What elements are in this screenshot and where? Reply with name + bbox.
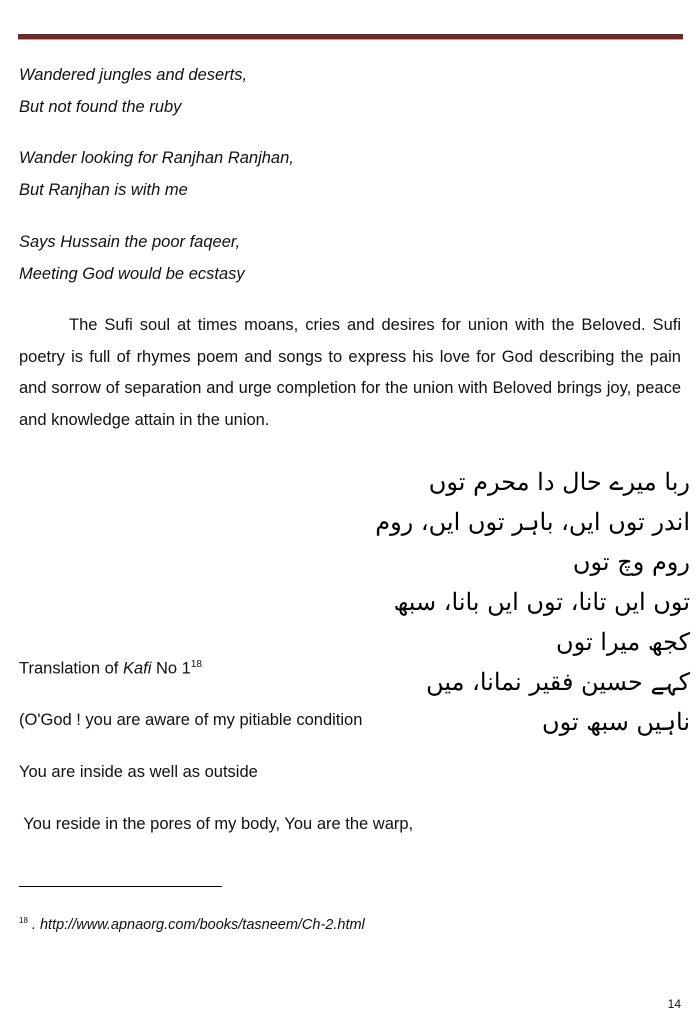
verse-stanza-2: [19, 142, 294, 206]
footnote: [19, 916, 365, 933]
footnote-ref[interactable]: 18: [190, 659, 202, 670]
verse-line: But Ranjhan is with me: [19, 181, 188, 199]
urdu-verse-block: [370, 462, 690, 736]
urdu-line: توں ایں تانا، توں ایں بانا، سبھ کجھ میرا توں: [393, 588, 690, 656]
urdu-line: کہے حسین فقیر نمانا، میں ناہیں سبھ توں: [426, 668, 690, 736]
translation-heading: [19, 659, 202, 679]
footnote-link[interactable]: . http://www.apnaorg.com/books/tasneem/Ch-2.html: [27, 916, 365, 933]
body-paragraph: [19, 310, 681, 436]
header-rule: [18, 34, 683, 40]
verse-stanza-1: [19, 59, 247, 123]
translation-line-3: You reside in the pores of my body, You are the warp,: [19, 815, 414, 833]
footnote-number: 18: [19, 916, 28, 925]
verse-line: But not found the ruby: [19, 98, 182, 116]
verse-line: Wandered jungles and deserts,: [19, 66, 248, 84]
page-number: 14: [667, 997, 681, 1011]
verse-stanza-3: [19, 226, 245, 290]
paragraph-text: The Sufi soul at times moans, cries and desires for union with the Beloved. Sufi poetry is full of rhymes poem and songs to express his love for God describing the pain and sorrow of separation and urge completion for the union with Beloved brings joy, peace and knowledge attain in the union.: [19, 316, 681, 429]
urdu-line: اندر توں ایں، باہر توں ایں، روم روم وچ توں: [375, 508, 690, 576]
heading-prefix: Translation of: [19, 659, 123, 678]
footnote-divider: [19, 886, 222, 887]
urdu-line: ربا میرے حال دا محرم توں: [428, 468, 690, 496]
verse-line: Wander looking for Ranjhan Ranjhan,: [19, 149, 294, 167]
verse-line: Says Hussain the poor faqeer,: [19, 233, 241, 251]
heading-kafi: Kafi: [122, 659, 152, 678]
heading-suffix: No 1: [151, 659, 191, 678]
translation-line-1: (O'God ! you are aware of my pitiable condition: [19, 711, 363, 729]
translation-line-2: You are inside as well as outside: [19, 763, 258, 781]
verse-line: Meeting God would be ecstasy: [19, 265, 245, 283]
